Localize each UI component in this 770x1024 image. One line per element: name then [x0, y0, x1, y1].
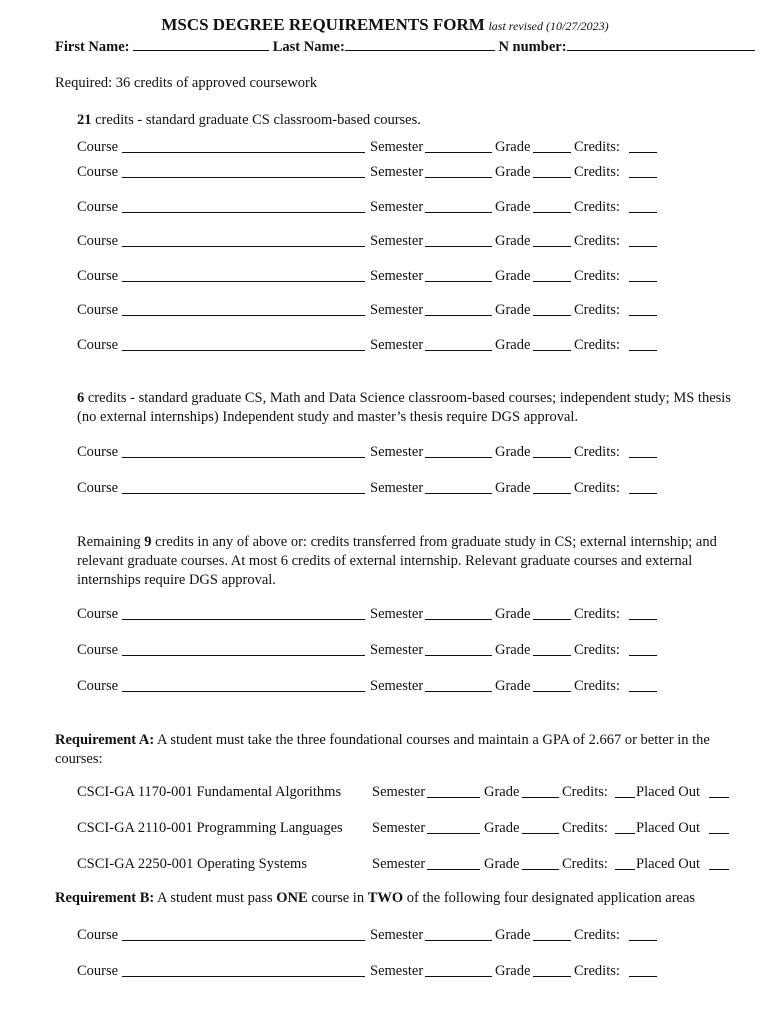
requirement-b-text: A student must pass — [154, 890, 277, 906]
semester-field[interactable] — [425, 198, 492, 213]
grade-label: Grade — [495, 164, 531, 180]
credits-field[interactable] — [629, 962, 657, 977]
credits-label: Credits: — [574, 302, 620, 318]
grade-label: Grade — [495, 233, 531, 249]
credits-label: Credits: — [562, 856, 608, 872]
section-9-credits — [77, 533, 737, 590]
course-label: Course — [77, 164, 119, 180]
grade-label: Grade — [495, 678, 531, 694]
section-text: credits - standard graduate CS classroom-based courses. — [91, 112, 421, 128]
semester-label: Semester — [372, 856, 426, 872]
grade-label: Grade — [495, 927, 531, 943]
title-text: MSCS DEGREE REQUIREMENTS FORM — [161, 15, 485, 34]
course-label: Course — [77, 268, 119, 284]
section-6-credits — [77, 389, 737, 427]
requirement-a-text: A student must take the three foundational courses and maintain a GPA of 2.667 or better in the courses: — [55, 732, 710, 767]
course-label: Course — [77, 480, 119, 496]
credits-label: Credits: — [574, 199, 620, 215]
foundational-course-name: CSCI-GA 2250-001 Operating Systems — [77, 856, 307, 872]
grade-label: Grade — [484, 856, 520, 872]
course-field[interactable] — [122, 677, 365, 692]
grade-label: Grade — [495, 268, 531, 284]
section-text: credits - standard graduate CS, Math and Data Science classroom-based courses; independent study; MS thesis (no external internships) Independent study and master’s thesis require DGS approval. — [77, 390, 731, 425]
course-field[interactable] — [122, 232, 365, 247]
grade-field[interactable] — [522, 819, 559, 834]
credits-field[interactable] — [629, 926, 657, 941]
course-label: Course — [77, 444, 119, 460]
course-field[interactable] — [122, 605, 365, 620]
credits-field[interactable] — [629, 232, 657, 247]
semester-label: Semester — [370, 139, 424, 155]
semester-field[interactable] — [427, 855, 480, 870]
last-name-label: Last Name: — [272, 39, 345, 55]
course-field[interactable] — [122, 641, 365, 656]
semester-label: Semester — [370, 678, 424, 694]
semester-label: Semester — [372, 820, 426, 836]
requirement-b-label: Requirement B: — [55, 890, 155, 906]
semester-field[interactable] — [425, 138, 492, 153]
semester-field[interactable] — [425, 301, 492, 316]
requirement-b-text: course in — [307, 890, 368, 906]
semester-field[interactable] — [425, 605, 492, 620]
course-label: Course — [77, 139, 119, 155]
credits-field[interactable] — [629, 641, 657, 656]
credits-field[interactable] — [629, 267, 657, 282]
grade-field[interactable] — [533, 641, 571, 656]
first-name-field[interactable] — [133, 37, 269, 51]
credits-field[interactable] — [629, 198, 657, 213]
course-label: Course — [77, 927, 119, 943]
semester-field[interactable] — [425, 267, 492, 282]
course-label: Course — [77, 233, 119, 249]
course-label: Course — [77, 606, 119, 622]
credits-label: Credits: — [574, 480, 620, 496]
grade-label: Grade — [495, 444, 531, 460]
placed-out-label: Placed Out — [636, 820, 701, 836]
semester-label: Semester — [372, 784, 426, 800]
course-label: Course — [77, 302, 119, 318]
credits-label: Credits: — [574, 444, 620, 460]
credits-label: Credits: — [574, 927, 620, 943]
credits-field[interactable] — [629, 443, 657, 458]
course-field[interactable] — [122, 301, 365, 316]
credits-field[interactable] — [629, 138, 657, 153]
section-text: Remaining — [77, 534, 145, 550]
credits-label: Credits: — [574, 337, 620, 353]
credits-count: 9 — [144, 534, 152, 550]
semester-label: Semester — [370, 444, 424, 460]
grade-label: Grade — [495, 302, 531, 318]
course-field[interactable] — [122, 138, 365, 153]
semester-label: Semester — [370, 302, 424, 318]
semester-label: Semester — [370, 164, 424, 180]
placed-out-label: Placed Out — [636, 784, 701, 800]
credits-label: Credits: — [574, 233, 620, 249]
course-label: Course — [77, 337, 119, 353]
credits-field[interactable] — [615, 783, 635, 798]
course-field[interactable] — [122, 336, 365, 351]
semester-label: Semester — [370, 480, 424, 496]
semester-label: Semester — [370, 606, 424, 622]
course-field[interactable] — [122, 163, 365, 178]
semester-field[interactable] — [427, 783, 480, 798]
semester-field[interactable] — [425, 163, 492, 178]
n-number-field[interactable] — [567, 37, 755, 51]
emphasis: ONE — [276, 890, 308, 906]
n-number-label: N number: — [498, 39, 567, 55]
emphasis: TWO — [367, 890, 404, 906]
credits-field[interactable] — [629, 479, 657, 494]
semester-label: Semester — [370, 199, 424, 215]
grade-field[interactable] — [533, 232, 571, 247]
credits-label: Credits: — [574, 642, 620, 658]
placed-out-label: Placed Out — [636, 856, 701, 872]
revised-date: last revised (10/27/2023) — [488, 19, 609, 33]
grade-field[interactable] — [522, 783, 559, 798]
grade-label: Grade — [495, 642, 531, 658]
grade-field[interactable] — [533, 962, 571, 977]
credits-field[interactable] — [615, 855, 635, 870]
semester-label: Semester — [370, 963, 424, 979]
requirement-a-label: Requirement A: — [55, 732, 155, 748]
placed-out-field[interactable] — [709, 855, 729, 870]
form-title — [0, 16, 770, 35]
course-field[interactable] — [122, 962, 365, 977]
credits-label: Credits: — [562, 820, 608, 836]
course-label: Course — [77, 963, 119, 979]
grade-label: Grade — [495, 199, 531, 215]
course-label: Course — [77, 678, 119, 694]
credits-label: Credits: — [574, 164, 620, 180]
section-text: credits in any of above or: credits transferred from graduate study in CS; external internship; and relevant graduate courses. At most 6 credits of external internship. Relevant graduate courses and external internships require DGS approval. — [77, 534, 717, 588]
course-label: Course — [77, 199, 119, 215]
credits-count: 6 — [77, 390, 85, 406]
semester-field[interactable] — [425, 962, 492, 977]
last-name-field[interactable] — [345, 37, 495, 51]
semester-label: Semester — [370, 268, 424, 284]
credits-label: Credits: — [562, 784, 608, 800]
credits-field[interactable] — [629, 677, 657, 692]
grade-label: Grade — [495, 337, 531, 353]
grade-field[interactable] — [533, 267, 571, 282]
semester-field[interactable] — [427, 819, 480, 834]
foundational-course-name: CSCI-GA 1170-001 Fundamental Algorithms — [77, 784, 342, 800]
course-field[interactable] — [122, 198, 365, 213]
course-field[interactable] — [122, 443, 365, 458]
required-credits-text: Required: 36 credits of approved coursework — [55, 75, 318, 91]
semester-field[interactable] — [425, 641, 492, 656]
credits-label: Credits: — [574, 963, 620, 979]
credits-field[interactable] — [615, 819, 635, 834]
grade-label: Grade — [484, 784, 520, 800]
course-field[interactable] — [122, 479, 365, 494]
semester-label: Semester — [370, 337, 424, 353]
semester-field[interactable] — [425, 926, 492, 941]
semester-field[interactable] — [425, 479, 492, 494]
grade-field[interactable] — [522, 855, 559, 870]
credits-field[interactable] — [629, 605, 657, 620]
grade-label: Grade — [495, 139, 531, 155]
credits-label: Credits: — [574, 139, 620, 155]
credits-field[interactable] — [629, 163, 657, 178]
grade-label: Grade — [495, 963, 531, 979]
course-field[interactable] — [122, 926, 365, 941]
credits-label: Credits: — [574, 268, 620, 284]
grade-field[interactable] — [533, 605, 571, 620]
credits-count: 21 — [77, 112, 92, 128]
credits-field[interactable] — [629, 336, 657, 351]
semester-label: Semester — [370, 233, 424, 249]
grade-field[interactable] — [533, 301, 571, 316]
requirement-b — [55, 889, 695, 907]
course-field[interactable] — [122, 267, 365, 282]
credits-label: Credits: — [574, 678, 620, 694]
requirement-a — [55, 731, 715, 769]
requirement-b-text: of the following four designated application areas — [403, 890, 696, 906]
grade-field[interactable] — [533, 479, 571, 494]
semester-field[interactable] — [425, 336, 492, 351]
course-label: Course — [77, 642, 119, 658]
semester-label: Semester — [370, 642, 424, 658]
semester-field[interactable] — [425, 232, 492, 247]
placed-out-field[interactable] — [709, 783, 729, 798]
semester-label: Semester — [370, 927, 424, 943]
credits-label: Credits: — [574, 606, 620, 622]
grade-field[interactable] — [533, 443, 571, 458]
semester-field[interactable] — [425, 677, 492, 692]
grade-label: Grade — [495, 480, 531, 496]
grade-label: Grade — [495, 606, 531, 622]
grade-field[interactable] — [533, 138, 571, 153]
grade-field[interactable] — [533, 926, 571, 941]
section-21-credits — [77, 111, 737, 130]
foundational-course-name: CSCI-GA 2110-001 Programming Languages — [77, 820, 343, 836]
grade-field[interactable] — [533, 198, 571, 213]
grade-field[interactable] — [533, 163, 571, 178]
placed-out-field[interactable] — [709, 819, 729, 834]
first-name-label: First Name: — [55, 39, 130, 55]
credits-field[interactable] — [629, 301, 657, 316]
grade-field[interactable] — [533, 336, 571, 351]
name-line — [55, 37, 755, 56]
grade-field[interactable] — [533, 677, 571, 692]
grade-label: Grade — [484, 820, 520, 836]
semester-field[interactable] — [425, 443, 492, 458]
